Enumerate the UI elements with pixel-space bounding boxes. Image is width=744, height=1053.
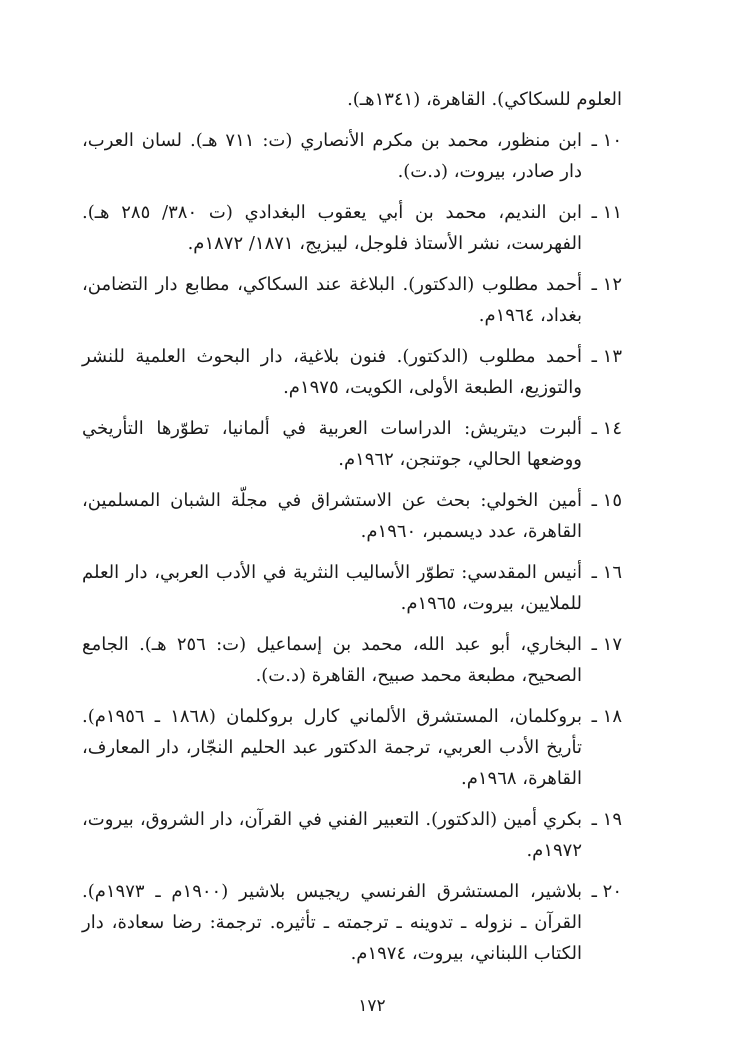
- entry-number: ١٨ ـ: [591, 706, 622, 727]
- entry-text: أحمد مطلوب (الدكتور). البلاغة عند السكاكي، مطابع دار التضامن، بغداد، ١٩٦٤م.: [82, 274, 582, 326]
- entry-number: ١٧ ـ: [591, 634, 622, 655]
- bibliography-entry-20: [82, 876, 622, 969]
- entry-text: بروكلمان، المستشرق الألماني كارل بروكلمان (١٨٦٨ ـ ١٩٥٦م). تأريخ الأدب العربي، ترجمة الدكتور عبد الحليم النجّار، دار المعارف، القاهرة، ١٩٦٨م.: [82, 706, 582, 789]
- bibliography-entry-11: [82, 197, 622, 259]
- entry-number: ٢٠ ـ: [591, 881, 622, 902]
- bibliography-continuation-line: العلوم للسكاكي). القاهرة، (١٣٤١هـ).: [347, 89, 622, 110]
- entry-number: ١٢ ـ: [591, 274, 622, 295]
- bibliography-entry-16: [82, 557, 622, 619]
- entry-text: البخاري، أبو عبد الله، محمد بن إسماعيل (ت: ٢٥٦ هـ). الجامع الصحيح، مطبعة محمد صبيح، القاهرة (د.ت).: [82, 634, 583, 686]
- entry-text: أحمد مطلوب (الدكتور). فنون بلاغية، دار البحوث العلمية للنشر والتوزيع، الطبعة الأولى، الكويت، ١٩٧٥م.: [82, 346, 582, 398]
- bibliography-entry-19: [82, 804, 622, 866]
- bibliography-entry-14: [82, 413, 622, 475]
- entry-number: ١٩ ـ: [591, 809, 622, 830]
- entry-text: أمين الخولي: بحث عن الاستشراق في مجلّة الشبان المسلمين، القاهرة، عدد ديسمبر، ١٩٦٠م.: [82, 490, 582, 542]
- bibliography-entry-17: [82, 629, 622, 691]
- bibliography-entry-12: [82, 269, 622, 331]
- bibliography-entry-13: [82, 341, 622, 403]
- entry-number: ١٥ ـ: [591, 490, 622, 511]
- bibliography-entry-18: [82, 701, 622, 794]
- entry-number: ١١ ـ: [591, 202, 622, 223]
- entry-text: ابن منظور، محمد بن مكرم الأنصاري (ت: ٧١١ هـ). لسان العرب، دار صادر، بيروت، (د.ت).: [82, 130, 582, 182]
- bibliography-entry-15: [82, 485, 622, 547]
- entry-number: ١٠ ـ: [591, 130, 622, 151]
- bibliography-list: [82, 84, 622, 979]
- entry-text: ابن النديم، محمد بن أبي يعقوب البغدادي (ت ٣٨٠/ ٢٨٥ هـ). الفهرست، نشر الأستاذ فلوجل، ليبزيج، ١٨٧١/ ١٨٧٢م.: [82, 202, 583, 254]
- entry-text: بلاشير، المستشرق الفرنسي ريجيس بلاشير (١٩٠٠م ـ ١٩٧٣م). القرآن ـ نزوله ـ تدوينه ـ ترجمته ـ تأثيره. ترجمة: رضا سعادة، دار الكتاب اللبناني، بيروت، ١٩٧٤م.: [82, 881, 582, 964]
- entry-number: ١٤ ـ: [591, 418, 622, 439]
- entry-number: ١٦ ـ: [591, 562, 622, 583]
- page-number: ١٧٢: [358, 996, 386, 1016]
- entry-number: ١٣ ـ: [591, 346, 622, 367]
- entry-text: ألبرت ديتريش: الدراسات العربية في ألمانيا، تطوّرها التأريخي ووضعها الحالي، جوتنجن، ١٩٦٢م.: [82, 418, 582, 470]
- bibliography-entry-10: [82, 125, 622, 187]
- entry-text: أنيس المقدسي: تطوّر الأساليب النثرية في الأدب العربي، دار العلم للملايين، بيروت، ١٩٦٥م.: [82, 562, 582, 614]
- entry-text: بكري أمين (الدكتور). التعبير الفني في القرآن، دار الشروق، بيروت، ١٩٧٢م.: [82, 809, 582, 861]
